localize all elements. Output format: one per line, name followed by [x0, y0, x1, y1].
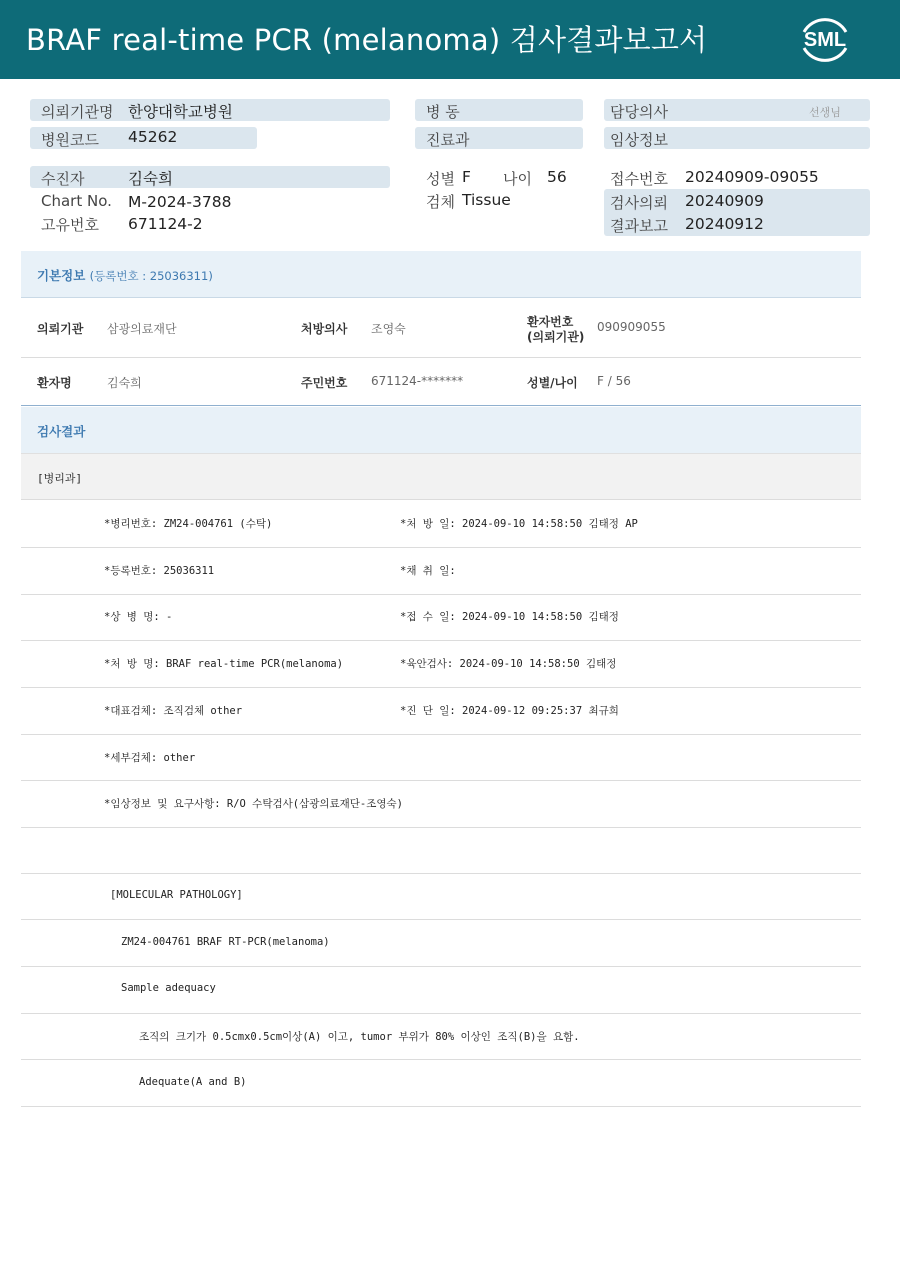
results-header	[21, 407, 861, 453]
result-line-right: *육안검사: 2024-09-10 14:58:50 김태정	[400, 658, 617, 670]
divider	[21, 873, 861, 874]
pathology-dept-label: [병리과]	[37, 472, 83, 485]
referral-org-key: 의뢰기관	[37, 322, 84, 336]
sex-age-key: 성별/나이	[527, 376, 578, 390]
molecular-line: Sample adequacy	[121, 982, 216, 994]
specimen-label: 검체	[426, 193, 455, 211]
divider	[21, 687, 861, 688]
specimen-value: Tissue	[462, 191, 511, 209]
dept-label: 진료과	[426, 131, 470, 149]
prescriber-value: 조영숙	[371, 322, 406, 336]
molecular-line: ZM24-004761 BRAF RT-PCR(melanoma)	[121, 936, 330, 948]
result-line-left: *대표검체: 조직검체 other	[104, 705, 243, 717]
patient-value: 김숙희	[128, 170, 173, 188]
molecular-line: 조직의 크기가 0.5cmx0.5cm이상(A) 이고, tumor 부위가 80% 이상인 조직(B)을 요함.	[139, 1031, 580, 1043]
report-value: 20240912	[685, 215, 764, 233]
chart-label: Chart No.	[41, 192, 112, 210]
prescriber-key: 처방의사	[301, 322, 348, 336]
molecular-line: Adequate(A and B)	[139, 1076, 247, 1088]
logo-text: SML	[803, 29, 847, 51]
receipt-value: 20240909-09055	[685, 168, 819, 186]
result-line-left: *병리번호: ZM24-004761 (수탁)	[104, 518, 273, 530]
doctor-suffix: 선생님	[809, 106, 841, 119]
basic-info-subtitle: (등록번호 : 25036311)	[89, 269, 213, 283]
divider	[21, 1106, 861, 1107]
patient-number-key: 환자번호	[527, 315, 574, 329]
report-label: 결과보고	[610, 217, 668, 235]
report-header	[0, 0, 900, 79]
clinical-label: 임상정보	[610, 131, 668, 149]
resident-number-key: 주민번호	[301, 376, 348, 390]
patient-number-key-sub: (의뢰기관)	[527, 330, 585, 344]
resident-number-value: 671124-*******	[371, 374, 464, 388]
unique-label: 고유번호	[41, 216, 99, 234]
unique-value: 671124-2	[128, 215, 203, 233]
sex-label: 성별	[426, 170, 455, 188]
referral-org-value: 삼광의료재단	[107, 322, 177, 336]
receipt-label: 접수번호	[610, 170, 668, 188]
chart-value: M-2024-3788	[128, 193, 232, 211]
basic-info-title-text: 기본정보	[37, 268, 86, 283]
ward-label: 병 동	[426, 103, 460, 121]
result-line-left: *상 병 명: -	[104, 611, 173, 623]
divider	[21, 547, 861, 548]
divider	[21, 966, 861, 967]
divider	[21, 594, 861, 595]
divider	[21, 827, 861, 828]
age-value: 56	[547, 168, 567, 186]
result-line-left: *임상정보 및 요구사항: R/O 수탁검사(삼광의료재단-조영숙)	[104, 798, 404, 810]
basic-info-title	[37, 266, 213, 284]
pathology-dept-row	[21, 453, 861, 500]
sml-logo-icon	[796, 12, 854, 66]
result-line-right: *진 단 일: 2024-09-12 09:25:37 최규희	[400, 705, 619, 717]
hospital-code-value: 45262	[128, 128, 178, 146]
sex-value: F	[462, 168, 471, 186]
divider	[21, 1013, 861, 1014]
patient-label: 수진자	[41, 170, 85, 188]
divider	[21, 780, 861, 781]
result-line-left: *처 방 명: BRAF real-time PCR(melanoma)	[104, 658, 344, 670]
patient-name-value: 김숙희	[107, 376, 142, 390]
report-title: BRAF real-time PCR (melanoma) 검사결과보고서	[26, 23, 708, 57]
result-line-right: *처 방 일: 2024-09-10 14:58:50 김태정 AP	[400, 518, 638, 530]
request-label: 검사의뢰	[610, 194, 668, 212]
result-line-left: *세부검체: other	[104, 752, 196, 764]
patient-number-value: 090909055	[597, 320, 666, 334]
basic-info-row-2	[21, 358, 861, 406]
sex-age-value: F / 56	[597, 374, 631, 388]
basic-info-row-1	[21, 298, 861, 358]
results-title: 검사결과	[37, 424, 86, 439]
result-line-right: *접 수 일: 2024-09-10 14:58:50 김태정	[400, 611, 619, 623]
divider	[21, 734, 861, 735]
institution-value: 한양대학교병원	[128, 103, 233, 121]
molecular-line: [MOLECULAR PATHOLOGY]	[110, 889, 243, 901]
age-label: 나이	[503, 170, 532, 188]
divider	[21, 1059, 861, 1060]
divider	[21, 919, 861, 920]
request-value: 20240909	[685, 192, 764, 210]
doctor-label: 담당의사	[610, 103, 668, 121]
divider	[21, 640, 861, 641]
hospital-code-label: 병원코드	[41, 131, 99, 149]
patient-name-key: 환자명	[37, 376, 72, 390]
result-line-right: *채 취 일:	[400, 565, 456, 577]
institution-label: 의뢰기관명	[41, 103, 114, 121]
basic-info-header	[21, 251, 861, 298]
result-line-left: *등록번호: 25036311	[104, 565, 215, 577]
